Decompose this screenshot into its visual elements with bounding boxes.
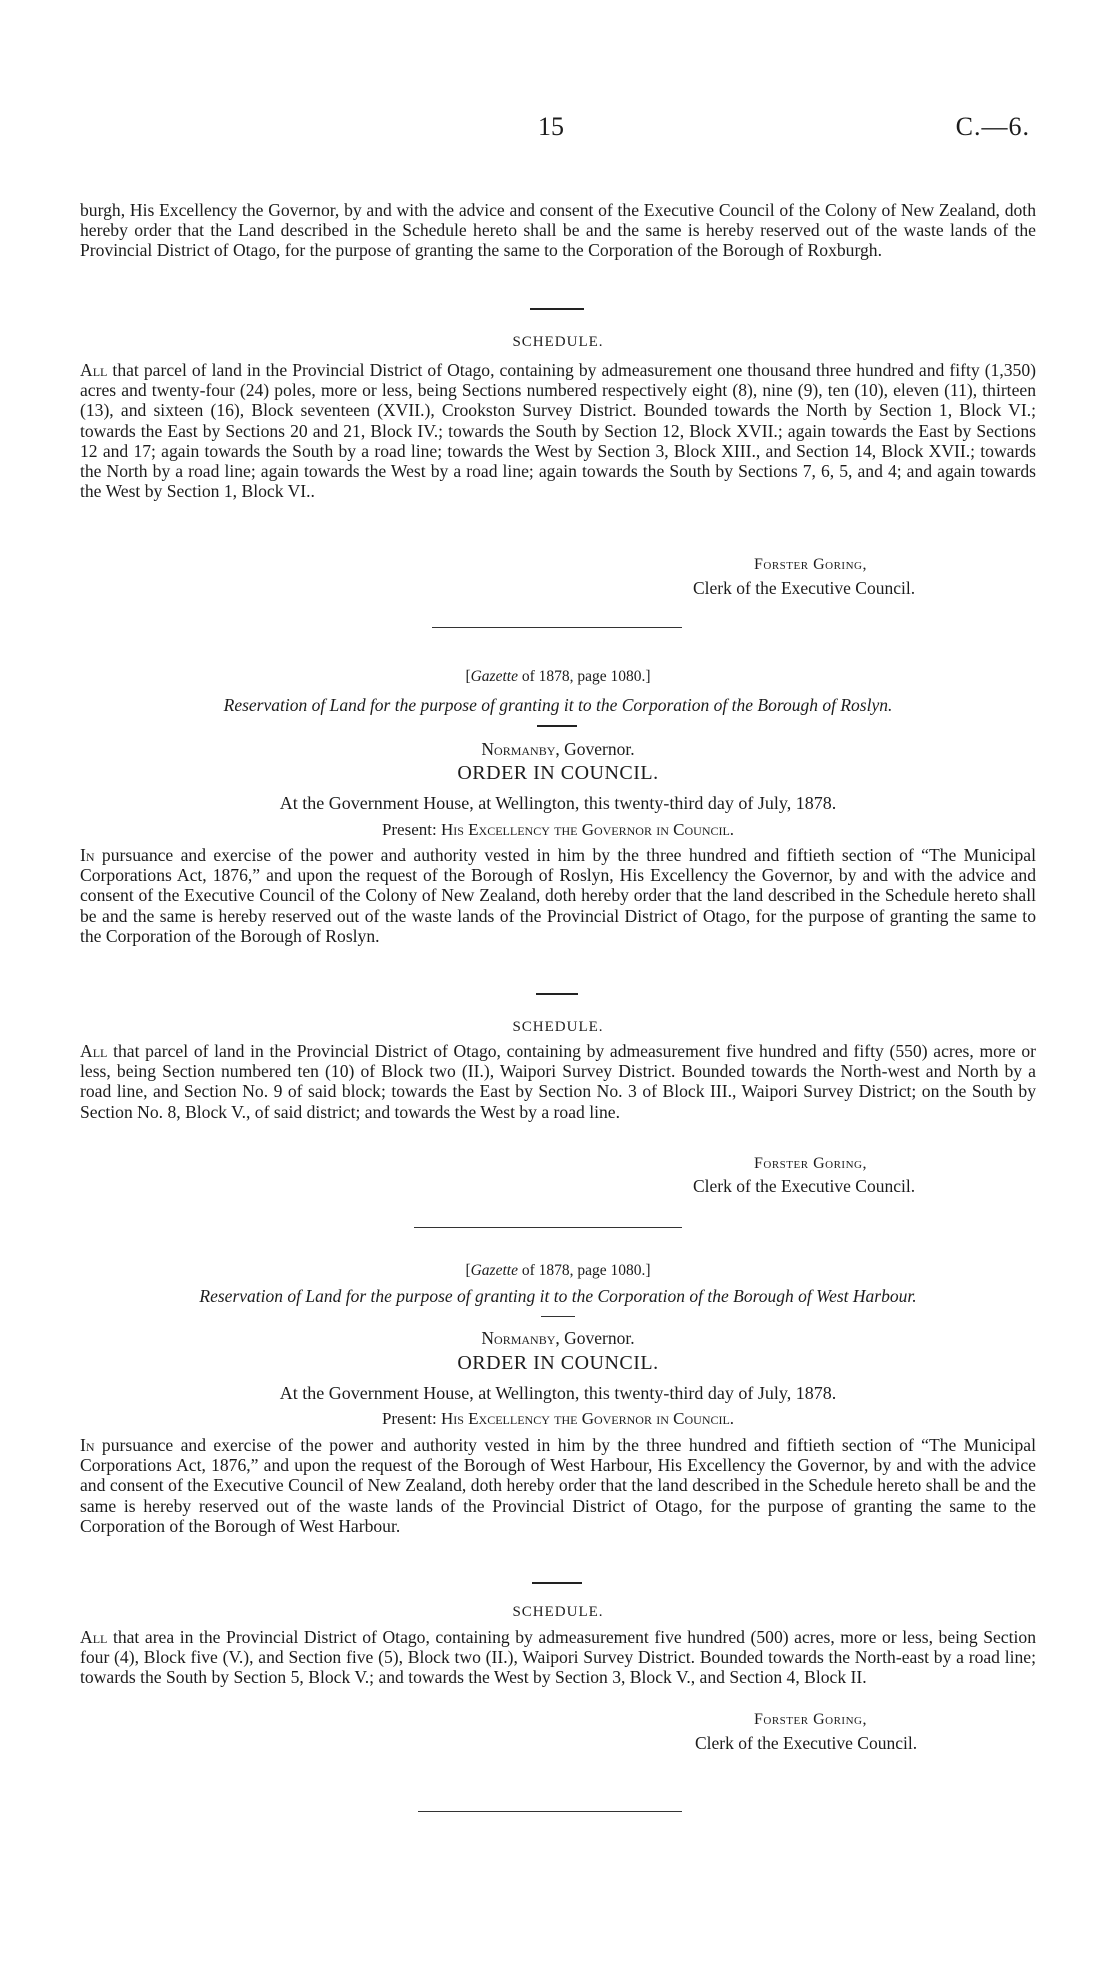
- present-line: [80, 1409, 1036, 1429]
- governor-suffix: , Governor.: [555, 739, 635, 759]
- schedule-body: that parcel of land in the Provincial District of Otago, containing by admeasurement one thousand three hundred and fifty (1,350) acres and twenty-four (24) poles, more or less, being Sections numbered respectively eight (8), nine (9), ten (10), eleven (11), thirteen (13), and sixteen (16), Block seventeen (XVII.), Crookston Survey District. Bounded towards the North by Section 1, Block VI.; towards the East by Sections 20 and 21, Block IV.; towards the South by Section 12, Block XVII.; again towards the East by Sections 12 and 17; again towards the South by a road line; towards the West by Section 3, Block XIII., and Section 14, Block XVII.; towards the North by a road line; again towards the West by a road line; again towards the South by Sections 7, 6, 5, and 4; and again towards the West by Section 1, Block VI..: [80, 360, 1036, 502]
- divider-short: [530, 308, 584, 310]
- schedule-body: that area in the Provincial District of Otago, containing by admeasurement five hundred (500) acres, more or less, being Section four (4), Block five (V.), and Section five (5), Block two (II.), Waipori Survey District. Bounded towards the North-east by a road line; towards the South by Section 5, Block V.; and towards the West by Section 3, Block V., and Section 4, Block II.: [80, 1627, 1036, 1688]
- signatory-name: Forster Goring,: [754, 556, 867, 573]
- west-harbour-order-text: [80, 1435, 1036, 1536]
- present-label: Present:: [381, 820, 437, 839]
- document-reference: C.—6.: [955, 112, 1030, 141]
- schedule-body: that parcel of land in the Provincial District of Otago, containing by admeasurement five hundred and fifty (550) acres, more or less, being Section numbered ten (10) of Block two (II.), Waipori Survey District. Bounded towards the North-west and North by a road line, and Section No. 9 of said block; towards the East by Section No. 3 of Block III., Waipori Survey District; on the South by Section No. 8, Block V., of said district; and towards the West by a road line.: [80, 1041, 1036, 1122]
- roslyn-order-text: [80, 845, 1036, 946]
- divider-short: [532, 1582, 582, 1584]
- roslyn-schedule-text: [80, 1041, 1036, 1122]
- section-divider: [414, 1227, 682, 1228]
- present-label: Present:: [381, 1409, 437, 1428]
- schedule-lead-word: All: [80, 1041, 108, 1061]
- location-date-line: At the Government House, at Wellington, this twenty-third day of July, 1878.: [279, 793, 837, 813]
- present-names: His Excellency the Governor in Council.: [440, 1409, 735, 1428]
- location-date-line: At the Government House, at Wellington, this twenty-third day of July, 1878.: [279, 1383, 837, 1403]
- gazette-citation: [Gazette of 1878, page 1080.]: [465, 1262, 651, 1279]
- gazette-citation-rest: of 1878, page 1080.: [517, 668, 646, 685]
- order-lead-word: In: [80, 1435, 95, 1455]
- order-in-council-heading: ORDER IN COUNCIL.: [457, 762, 659, 784]
- present-names: His Excellency the Governor in Council.: [440, 820, 735, 839]
- order-lead-word: In: [80, 845, 95, 865]
- signatory-title: Clerk of the Executive Council.: [695, 1733, 918, 1753]
- west-harbour-schedule-text: [80, 1627, 1036, 1688]
- schedule-heading: SCHEDULE.: [512, 1604, 604, 1620]
- gazette-word: Gazette: [470, 668, 518, 685]
- divider-short: [536, 993, 578, 995]
- gazette-citation-rest: of 1878, page 1080.: [517, 1262, 646, 1279]
- divider-short: [537, 725, 577, 727]
- governor-name: Normanby: [481, 1328, 556, 1348]
- signatory-name: Forster Goring,: [754, 1155, 867, 1172]
- schedule-lead-word: All: [80, 1627, 108, 1647]
- page-number: 15: [538, 112, 564, 141]
- signatory-title: Clerk of the Executive Council.: [693, 1176, 916, 1196]
- section-divider: [418, 1811, 682, 1812]
- governor-name: Normanby: [481, 739, 556, 759]
- governor-line: [80, 739, 1036, 760]
- schedule-lead-word: All: [80, 360, 108, 380]
- governor-suffix: , Governor.: [555, 1328, 635, 1348]
- section-divider: [432, 627, 682, 628]
- notice-title: Reservation of Land for the purpose of granting it to the Corporation of the Borough of West Harbour.: [199, 1286, 917, 1306]
- order-body: pursuance and exercise of the power and authority vested in him by the three hundred and fiftieth section of “The Municipal Corporations Act, 1876,” and upon the request of the Borough of Roslyn, His Excellency the Governor, by and with the advice and consent of the Executive Council of the Colony of New Zealand, doth hereby order that the land described in the Schedule hereto shall be and the same is hereby reserved out of the waste lands of the Provincial District of Otago, for the purpose of granting the same to the Corporation of the Borough of Roslyn.: [80, 845, 1036, 946]
- roxburgh-order-text: burgh, His Excellency the Governor, by and with the advice and consent of the Executive Council of the Colony of New Zealand, doth hereby order that the Land described in the Schedule hereto shall be and the same is hereby reserved out of the waste lands of the Provincial District of Otago, for the purpose of granting the same to the Corporation of the Borough of Roxburgh.: [80, 200, 1036, 261]
- roxburgh-schedule-text: [80, 360, 1036, 501]
- order-in-council-heading: ORDER IN COUNCIL.: [457, 1352, 659, 1374]
- gazette-word: Gazette: [470, 1262, 518, 1279]
- governor-line: [80, 1328, 1036, 1349]
- signatory-name: Forster Goring,: [754, 1711, 867, 1728]
- order-body: pursuance and exercise of the power and authority vested in him by the three hundred and fiftieth section of “The Municipal Corporations Act, 1876,” and upon the request of the Borough of West Harbour, His Excellency the Governor, by and with the advice and consent of the Executive Council of New Zealand, doth hereby order that the land described in the Schedule hereto shall be and the same is hereby reserved out of the waste lands of the Provincial District of Otago, for the purpose of granting the same to the Corporation of the Borough of West Harbour.: [80, 1435, 1036, 1536]
- notice-title: Reservation of Land for the purpose of granting it to the Corporation of the Borough of Roslyn.: [223, 695, 893, 715]
- gazette-citation: [Gazette of 1878, page 1080.]: [465, 668, 651, 685]
- schedule-heading: SCHEDULE.: [512, 334, 604, 350]
- present-line: [80, 820, 1036, 840]
- schedule-heading: SCHEDULE.: [512, 1019, 604, 1035]
- signatory-title: Clerk of the Executive Council.: [693, 578, 916, 598]
- divider-short: [541, 1316, 575, 1317]
